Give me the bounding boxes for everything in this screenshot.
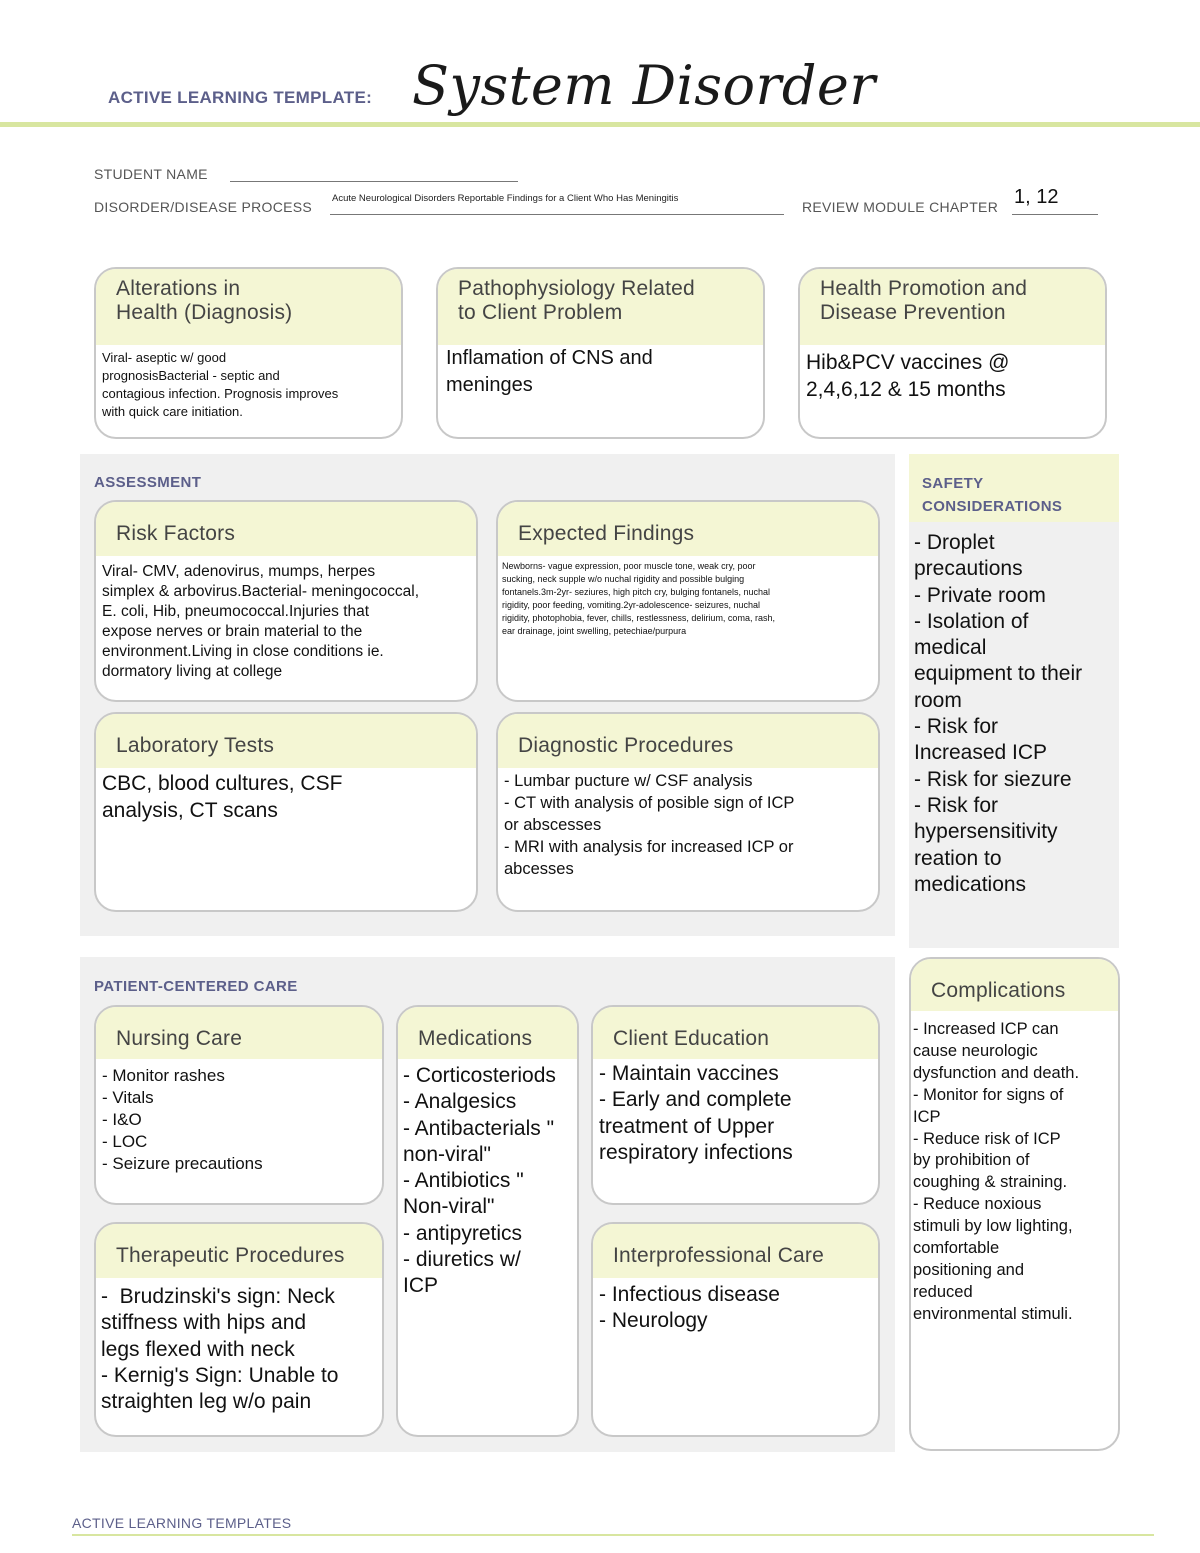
alterations-box xyxy=(94,267,403,439)
health-promotion-body: Hib&PCV vaccines @ 2,4,6,12 & 15 months xyxy=(806,351,1010,401)
pathophysiology-box xyxy=(436,267,765,439)
disorder-label: DISORDER/DISEASE PROCESS xyxy=(94,199,313,215)
risk-factors-body: Viral- CMV, adenovirus, mumps, herpes simplex & arbovirus.Bacterial- meningococcal, E. coli, Hib, pneumococcal.Injuries that expose nerves or brain material to the environment.Living in close conditions ie. dormatory living at college xyxy=(102,563,420,680)
medications-body: - Corticosteriods - Analgesics - Antibacterials " non-viral" - Antibiotics " Non-viral" - antipyretics - diuretics w/ ICP xyxy=(403,1064,556,1298)
diagnostic-body: - Lumbar pucture w/ CSF analysis - CT with analysis of posible sign of ICP or abscesses - MRI with analysis for increased ICP or abcesses xyxy=(504,772,795,878)
lab-tests-body: CBC, blood cultures, CSF analysis, CT scans xyxy=(102,772,343,822)
client-education-body: - Maintain vaccines - Early and complete treatment of Upper respiratory infections xyxy=(599,1062,793,1164)
therapeutic-box xyxy=(94,1222,384,1437)
alterations-body: Viral- aseptic w/ good prognosisBacterial - septic and contagious infection. Prognosis improves with quick care initiation. xyxy=(102,350,339,419)
alterations-title: Alterations in Health (Diagnosis) xyxy=(96,269,401,345)
chapter-field[interactable] xyxy=(1012,213,1098,215)
safety-label: SAFETY CONSIDERATIONS xyxy=(922,475,1063,515)
lab-tests-title: Laboratory Tests xyxy=(96,714,476,768)
medications-box xyxy=(396,1005,579,1437)
footer-divider xyxy=(72,1534,1154,1536)
disorder-field[interactable] xyxy=(330,213,784,215)
patient-care-label: PATIENT-CENTERED CARE xyxy=(94,978,298,995)
safety-body: - Droplet precautions - Private room - Isolation of medical equipment to their room - Risk for Increased ICP - Risk for siezure - Risk for hypersensitivity reation to medications xyxy=(914,531,1083,896)
pathophysiology-body: Inflamation of CNS and meninges xyxy=(446,347,653,396)
risk-factors-box xyxy=(94,500,478,702)
chapter-label: REVIEW MODULE CHAPTER xyxy=(802,199,999,215)
health-promotion-box xyxy=(798,267,1107,439)
expected-findings-body: Newborns- vague expression, poor muscle tone, weak cry, poor sucking, neck supple w/o nuchal rigidity and possible bulging fontanels.3m-2yr- seziures, high pitch cry, bulging fontanels, nuchal rigidity, poor feeding, vomiting.2yr-adolescence- seizures, nuchal rigidity, photophobia, fever, chills, restlessness, delirium, coma, rash, ear drainage, joint swelling, petechiae/purpura xyxy=(502,561,775,636)
complications-body: - Increased ICP can cause neurologic dysfunction and death. - Monitor for signs of ICP - Reduce risk of ICP by prohibition of coughing & straining. - Reduce noxious stimuli by low lighting, comfortable positioning and reduced environmental stimuli. xyxy=(913,1020,1080,1323)
interprofessional-title: Interprofessional Care xyxy=(593,1224,878,1278)
student-name-label: STUDENT NAME xyxy=(94,166,208,182)
therapeutic-body: - Brudzinski's sign: Neck stiffness with hips and legs flexed with neck - Kernig's Sign: Unable to straighten leg w/o pain xyxy=(101,1285,339,1414)
diagnostic-title: Diagnostic Procedures xyxy=(498,714,878,768)
client-education-title: Client Education xyxy=(593,1007,878,1059)
risk-factors-title: Risk Factors xyxy=(96,502,476,556)
disorder-value: Acute Neurological Disorders Reportable Findings for a Client Who Has Meningitis xyxy=(332,193,679,204)
header-divider xyxy=(0,122,1200,127)
diagnostic-box xyxy=(496,712,880,912)
chapter-value: 1, 12 xyxy=(1014,186,1059,208)
therapeutic-title: Therapeutic Procedures xyxy=(96,1224,382,1278)
client-education-box xyxy=(591,1005,880,1205)
footer-label: ACTIVE LEARNING TEMPLATES xyxy=(72,1515,292,1531)
expected-findings-title: Expected Findings xyxy=(498,502,878,556)
interprofessional-box xyxy=(591,1222,880,1437)
pathophysiology-title: Pathophysiology Related to Client Problem xyxy=(438,269,763,345)
nursing-care-box xyxy=(94,1005,384,1205)
nursing-care-body: - Monitor rashes - Vitals - I&O - LOC - Seizure precautions xyxy=(102,1066,263,1173)
page-title: System Disorder xyxy=(412,54,876,117)
health-promotion-title: Health Promotion and Disease Prevention xyxy=(800,269,1105,345)
student-name-field[interactable] xyxy=(230,180,518,182)
medications-title: Medications xyxy=(398,1007,577,1059)
assessment-label: ASSESSMENT xyxy=(94,474,202,491)
expected-findings-box xyxy=(496,500,880,702)
complications-title: Complications xyxy=(911,959,1118,1011)
complications-box xyxy=(909,957,1120,1451)
interprofessional-body: - Infectious disease - Neurology xyxy=(599,1283,780,1333)
nursing-care-title: Nursing Care xyxy=(96,1007,382,1059)
template-label: ACTIVE LEARNING TEMPLATE: xyxy=(108,88,373,107)
lab-tests-box xyxy=(94,712,478,912)
